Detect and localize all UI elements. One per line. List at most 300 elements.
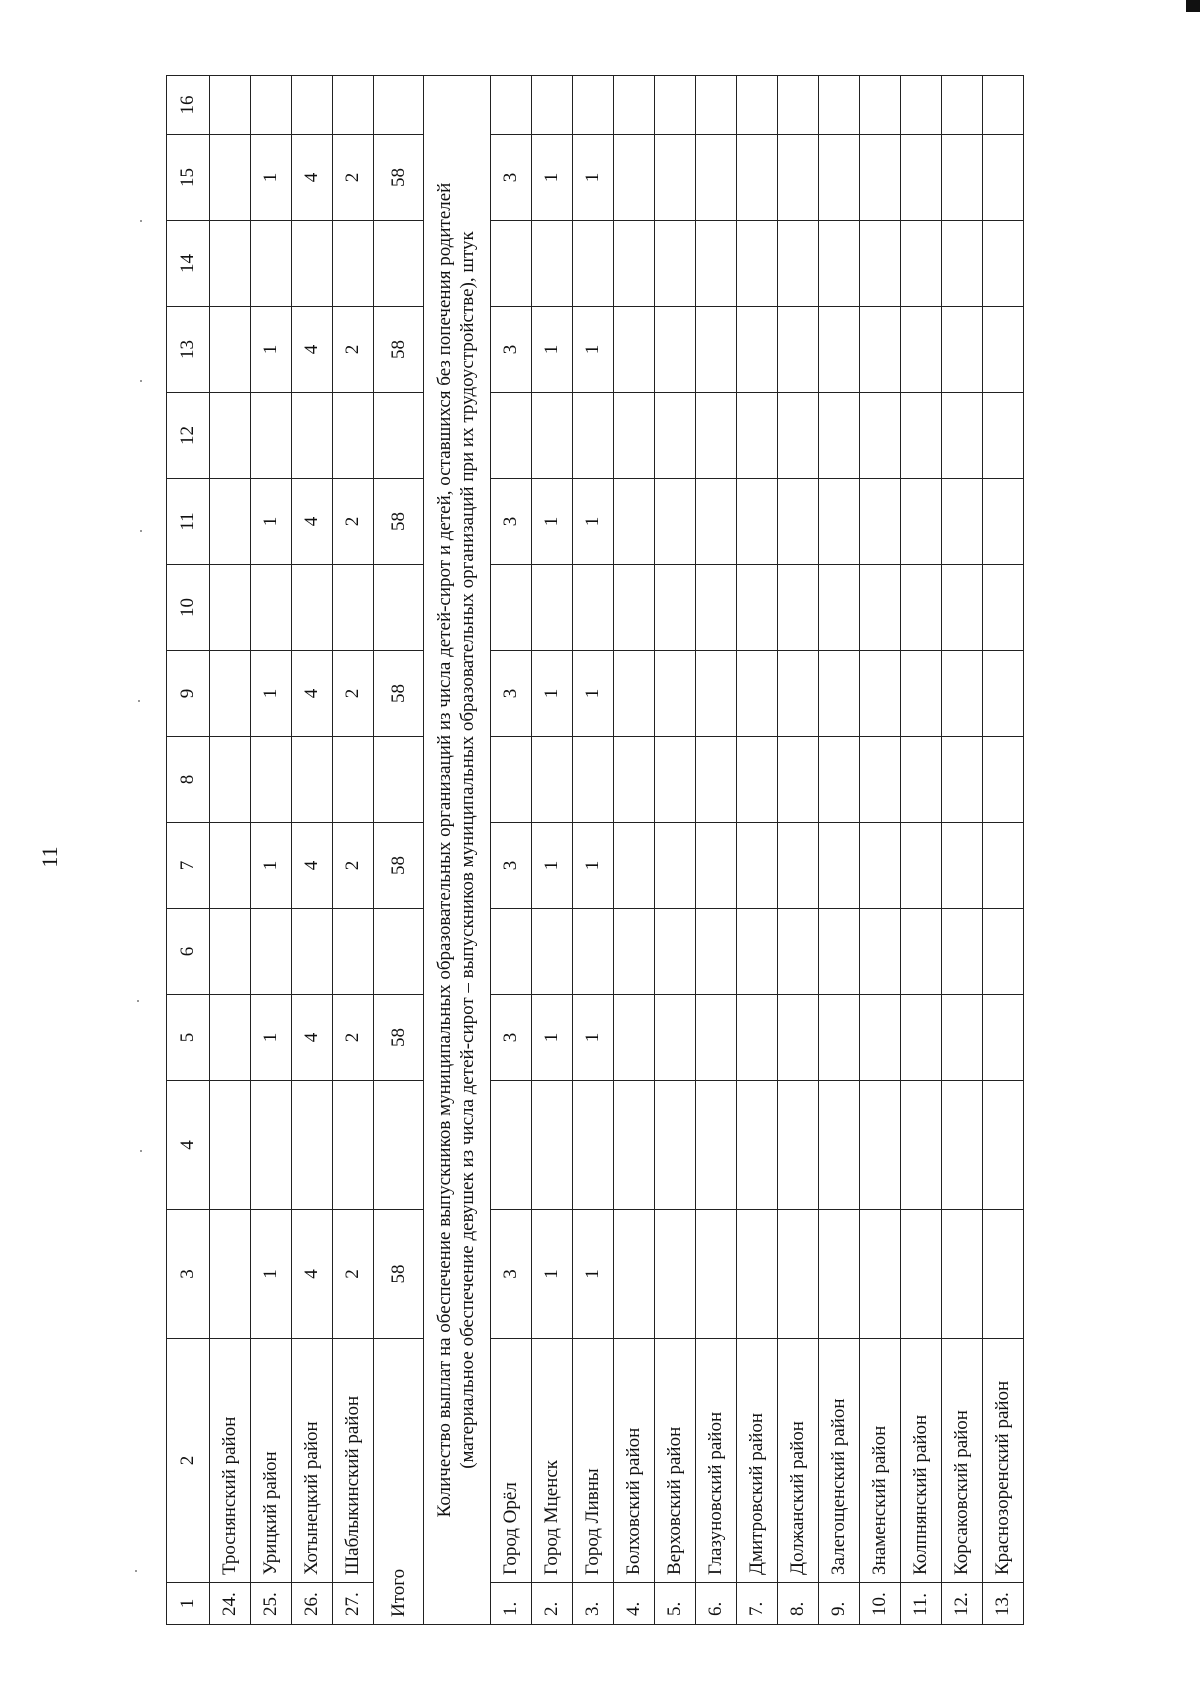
value-cell [982, 221, 1023, 307]
table-row [736, 76, 777, 1625]
value-cell [695, 565, 736, 651]
row-number: 25. [251, 1583, 292, 1625]
value-cell [736, 479, 777, 565]
value-cell [941, 823, 982, 909]
total-value: 58 [374, 823, 424, 909]
value-cell [736, 651, 777, 737]
value-cell [695, 1210, 736, 1339]
value-cell [859, 1210, 900, 1339]
value-cell [292, 393, 333, 479]
value-cell [572, 1081, 613, 1210]
value-cell [613, 995, 654, 1081]
value-cell [941, 479, 982, 565]
total-label: Итого [374, 1339, 424, 1625]
value-cell [818, 307, 859, 393]
value-cell [900, 823, 941, 909]
value-cell [736, 565, 777, 651]
value-cell [777, 823, 818, 909]
value-cell [859, 651, 900, 737]
value-cell [613, 1210, 654, 1339]
column-header: 3 [167, 1210, 210, 1339]
value-cell: 2 [333, 307, 374, 393]
value-cell [941, 76, 982, 135]
column-header: 9 [167, 651, 210, 737]
value-cell: 1 [531, 479, 572, 565]
value-cell [654, 823, 695, 909]
value-cell: 1 [531, 1210, 572, 1339]
value-cell [292, 909, 333, 995]
value-cell: 1 [572, 135, 613, 221]
table-row [654, 76, 695, 1625]
value-cell [818, 479, 859, 565]
value-cell [695, 1081, 736, 1210]
row-number: 8. [777, 1583, 818, 1625]
value-cell [531, 221, 572, 307]
value-cell [531, 909, 572, 995]
value-cell [941, 1210, 982, 1339]
value-cell [982, 651, 1023, 737]
table-row [251, 76, 292, 1625]
value-cell [292, 221, 333, 307]
value-cell: 1 [572, 823, 613, 909]
value-cell [695, 909, 736, 995]
value-cell [736, 135, 777, 221]
value-cell [531, 393, 572, 479]
total-value [374, 1081, 424, 1210]
table-row [210, 76, 251, 1625]
district-name: Урицкий район [251, 1339, 292, 1583]
value-cell [695, 393, 736, 479]
value-cell [777, 307, 818, 393]
value-cell [490, 76, 531, 135]
value-cell [982, 909, 1023, 995]
value-cell [210, 737, 251, 823]
value-cell [654, 737, 695, 823]
row-number: 6. [695, 1583, 736, 1625]
value-cell [613, 76, 654, 135]
value-cell [333, 393, 374, 479]
district-name: Хотынецкий район [292, 1339, 333, 1583]
value-cell [941, 909, 982, 995]
value-cell [572, 737, 613, 823]
value-cell: 2 [333, 651, 374, 737]
district-name: Город Ливны [572, 1339, 613, 1583]
value-cell [210, 479, 251, 565]
value-cell [982, 823, 1023, 909]
table-row [613, 76, 654, 1625]
scan-speck [140, 220, 142, 222]
section-caption-line1: Количество выплат на обеспечение выпускников муниципальных образовательных организаций из числа детей-сирот и детей, оставшихся без попечения родителей [434, 182, 455, 1518]
value-cell: 2 [333, 1210, 374, 1339]
total-value [374, 737, 424, 823]
value-cell [210, 135, 251, 221]
value-cell [490, 221, 531, 307]
district-name: Троснянский район [210, 1339, 251, 1583]
row-number: 2. [531, 1583, 572, 1625]
value-cell [736, 823, 777, 909]
value-cell: 1 [572, 1210, 613, 1339]
value-cell [941, 995, 982, 1081]
total-value: 58 [374, 651, 424, 737]
value-cell [900, 76, 941, 135]
total-row [374, 76, 424, 1625]
district-name: Знаменский район [859, 1339, 900, 1583]
scan-speck [135, 1570, 137, 1572]
value-cell [900, 1081, 941, 1210]
section-caption [424, 76, 491, 1625]
column-header: 15 [167, 135, 210, 221]
value-cell: 3 [490, 823, 531, 909]
district-name: Корсаковский район [941, 1339, 982, 1583]
value-cell [859, 737, 900, 823]
value-cell [941, 135, 982, 221]
value-cell [613, 221, 654, 307]
scan-speck [140, 1150, 142, 1152]
row-number: 11. [900, 1583, 941, 1625]
value-cell [859, 307, 900, 393]
column-header: 6 [167, 909, 210, 995]
row-number: 24. [210, 1583, 251, 1625]
value-cell: 4 [292, 995, 333, 1081]
row-number: 26. [292, 1583, 333, 1625]
column-header: 13 [167, 307, 210, 393]
value-cell [654, 135, 695, 221]
value-cell [818, 737, 859, 823]
value-cell [900, 909, 941, 995]
row-number: 10. [859, 1583, 900, 1625]
value-cell [859, 1081, 900, 1210]
value-cell [777, 1081, 818, 1210]
column-header: 5 [167, 995, 210, 1081]
table-row [777, 76, 818, 1625]
value-cell [982, 393, 1023, 479]
value-cell [982, 565, 1023, 651]
value-cell [736, 393, 777, 479]
value-cell: 3 [490, 135, 531, 221]
table-row [695, 76, 736, 1625]
district-name: Краснозоренский район [982, 1339, 1023, 1583]
value-cell [695, 135, 736, 221]
value-cell: 2 [333, 135, 374, 221]
value-cell [736, 76, 777, 135]
value-cell [695, 823, 736, 909]
value-cell [210, 1210, 251, 1339]
total-value [374, 76, 424, 135]
row-number: 13. [982, 1583, 1023, 1625]
value-cell [777, 995, 818, 1081]
value-cell [695, 479, 736, 565]
value-cell [613, 565, 654, 651]
value-cell [941, 737, 982, 823]
value-cell [900, 479, 941, 565]
value-cell [900, 307, 941, 393]
value-cell [572, 393, 613, 479]
row-number: 7. [736, 1583, 777, 1625]
value-cell [654, 651, 695, 737]
value-cell [654, 565, 695, 651]
value-cell [210, 823, 251, 909]
value-cell [251, 565, 292, 651]
value-cell [859, 823, 900, 909]
value-cell [982, 479, 1023, 565]
value-cell [941, 221, 982, 307]
district-name: Колпнянский район [900, 1339, 941, 1583]
value-cell [251, 1081, 292, 1210]
value-cell: 1 [251, 479, 292, 565]
value-cell [859, 135, 900, 221]
total-value: 58 [374, 995, 424, 1081]
district-name: Должанский район [777, 1339, 818, 1583]
value-cell [572, 221, 613, 307]
value-cell [210, 76, 251, 135]
value-cell [613, 737, 654, 823]
value-cell [982, 76, 1023, 135]
value-cell: 4 [292, 135, 333, 221]
value-cell: 1 [531, 823, 572, 909]
value-cell [695, 221, 736, 307]
total-value [374, 565, 424, 651]
value-cell [572, 565, 613, 651]
column-header: 12 [167, 393, 210, 479]
value-cell: 3 [490, 479, 531, 565]
district-name: Город Орёл [490, 1339, 531, 1583]
value-cell [490, 565, 531, 651]
value-cell [818, 823, 859, 909]
column-header: 8 [167, 737, 210, 823]
value-cell [982, 995, 1023, 1081]
scan-speck [138, 700, 140, 702]
value-cell [490, 1081, 531, 1210]
value-cell [654, 221, 695, 307]
column-header: 1 [167, 1583, 210, 1625]
value-cell [736, 995, 777, 1081]
value-cell [613, 909, 654, 995]
value-cell [777, 479, 818, 565]
value-cell: 3 [490, 1210, 531, 1339]
value-cell [210, 651, 251, 737]
value-cell [736, 307, 777, 393]
value-cell: 2 [333, 823, 374, 909]
value-cell [736, 1210, 777, 1339]
value-cell [982, 135, 1023, 221]
row-number: 27. [333, 1583, 374, 1625]
value-cell: 1 [251, 135, 292, 221]
value-cell [818, 393, 859, 479]
value-cell [818, 909, 859, 995]
value-cell [777, 135, 818, 221]
table-row [941, 76, 982, 1625]
value-cell: 1 [251, 823, 292, 909]
district-name: Город Мценск [531, 1339, 572, 1583]
district-name: Шаблыкинский район [333, 1339, 374, 1583]
row-number: 9. [818, 1583, 859, 1625]
district-name: Глазуновский район [695, 1339, 736, 1583]
value-cell: 1 [531, 307, 572, 393]
value-cell [210, 221, 251, 307]
total-value: 58 [374, 479, 424, 565]
value-cell [777, 737, 818, 823]
value-cell: 3 [490, 307, 531, 393]
value-cell [531, 1081, 572, 1210]
table-row [333, 76, 374, 1625]
value-cell: 1 [251, 651, 292, 737]
value-cell [941, 1081, 982, 1210]
value-cell [900, 737, 941, 823]
value-cell [613, 651, 654, 737]
value-cell [654, 1081, 695, 1210]
value-cell [777, 393, 818, 479]
value-cell: 1 [251, 995, 292, 1081]
value-cell [777, 565, 818, 651]
value-cell [613, 823, 654, 909]
value-cell: 1 [531, 995, 572, 1081]
value-cell: 1 [572, 307, 613, 393]
value-cell [736, 909, 777, 995]
total-value [374, 221, 424, 307]
district-name: Залегощенский район [818, 1339, 859, 1583]
value-cell [859, 565, 900, 651]
value-cell [982, 1081, 1023, 1210]
total-value: 58 [374, 135, 424, 221]
value-cell [859, 909, 900, 995]
value-cell [736, 737, 777, 823]
value-cell [613, 135, 654, 221]
row-number: 5. [654, 1583, 695, 1625]
row-number: 3. [572, 1583, 613, 1625]
value-cell [695, 76, 736, 135]
value-cell [531, 76, 572, 135]
value-cell: 2 [333, 479, 374, 565]
table-row [982, 76, 1023, 1625]
value-cell [210, 1081, 251, 1210]
value-cell [251, 909, 292, 995]
table-row [572, 76, 613, 1625]
value-cell [941, 393, 982, 479]
district-name: Болховский район [613, 1339, 654, 1583]
value-cell [292, 76, 333, 135]
value-cell [859, 995, 900, 1081]
table-row [859, 76, 900, 1625]
value-cell [654, 307, 695, 393]
column-header: 14 [167, 221, 210, 307]
column-header: 10 [167, 565, 210, 651]
value-cell [251, 393, 292, 479]
value-cell [818, 651, 859, 737]
value-cell [333, 909, 374, 995]
value-cell [900, 1210, 941, 1339]
table-row [900, 76, 941, 1625]
value-cell: 1 [572, 651, 613, 737]
table-row [818, 76, 859, 1625]
value-cell [900, 221, 941, 307]
value-cell: 4 [292, 823, 333, 909]
value-cell [654, 995, 695, 1081]
value-cell: 4 [292, 307, 333, 393]
value-cell [818, 565, 859, 651]
value-cell [900, 135, 941, 221]
column-header: 16 [167, 76, 210, 135]
table-row [292, 76, 333, 1625]
table-row [490, 76, 531, 1625]
column-header: 4 [167, 1081, 210, 1210]
value-cell [490, 909, 531, 995]
value-cell [736, 221, 777, 307]
value-cell: 1 [572, 479, 613, 565]
value-cell [777, 1210, 818, 1339]
value-cell [982, 307, 1023, 393]
column-header: 2 [167, 1339, 210, 1583]
value-cell [210, 995, 251, 1081]
value-cell [333, 76, 374, 135]
rotated-table-wrapper [166, 97, 1056, 1625]
value-cell [818, 1210, 859, 1339]
value-cell [613, 307, 654, 393]
value-cell: 1 [251, 307, 292, 393]
column-header: 11 [167, 479, 210, 565]
district-name: Дмитровский район [736, 1339, 777, 1583]
value-cell [210, 307, 251, 393]
value-cell [900, 565, 941, 651]
value-cell [292, 1081, 333, 1210]
total-value [374, 393, 424, 479]
value-cell: 3 [490, 651, 531, 737]
value-cell [613, 1081, 654, 1210]
value-cell [572, 909, 613, 995]
value-cell [490, 393, 531, 479]
value-cell: 4 [292, 1210, 333, 1339]
value-cell: 1 [531, 135, 572, 221]
payments-table [166, 75, 1024, 1625]
value-cell [654, 393, 695, 479]
scan-speck [140, 530, 142, 532]
value-cell: 4 [292, 651, 333, 737]
value-cell [859, 393, 900, 479]
value-cell [695, 651, 736, 737]
value-cell [818, 995, 859, 1081]
value-cell [251, 221, 292, 307]
value-cell [777, 651, 818, 737]
row-number: 12. [941, 1583, 982, 1625]
table-row [531, 76, 572, 1625]
value-cell [333, 565, 374, 651]
row-number: 1. [490, 1583, 531, 1625]
value-cell [818, 135, 859, 221]
value-cell: 1 [251, 1210, 292, 1339]
value-cell [941, 307, 982, 393]
value-cell [859, 479, 900, 565]
value-cell [818, 1081, 859, 1210]
value-cell [736, 1081, 777, 1210]
value-cell [490, 737, 531, 823]
table-body [167, 76, 1024, 1625]
value-cell [777, 221, 818, 307]
value-cell [572, 76, 613, 135]
value-cell [613, 479, 654, 565]
section-caption-line2: (материальное обеспечение девушек из числа детей-сирот – выпускников муниципальных образовательных организаций при их трудоустройстве), штук [456, 231, 478, 1469]
value-cell [292, 737, 333, 823]
value-cell [695, 307, 736, 393]
section-caption-row [424, 76, 491, 1625]
value-cell [941, 565, 982, 651]
value-cell: 1 [531, 651, 572, 737]
value-cell [941, 651, 982, 737]
value-cell [900, 393, 941, 479]
value-cell [333, 737, 374, 823]
value-cell [695, 995, 736, 1081]
value-cell [333, 221, 374, 307]
column-header: 7 [167, 823, 210, 909]
total-value: 58 [374, 307, 424, 393]
